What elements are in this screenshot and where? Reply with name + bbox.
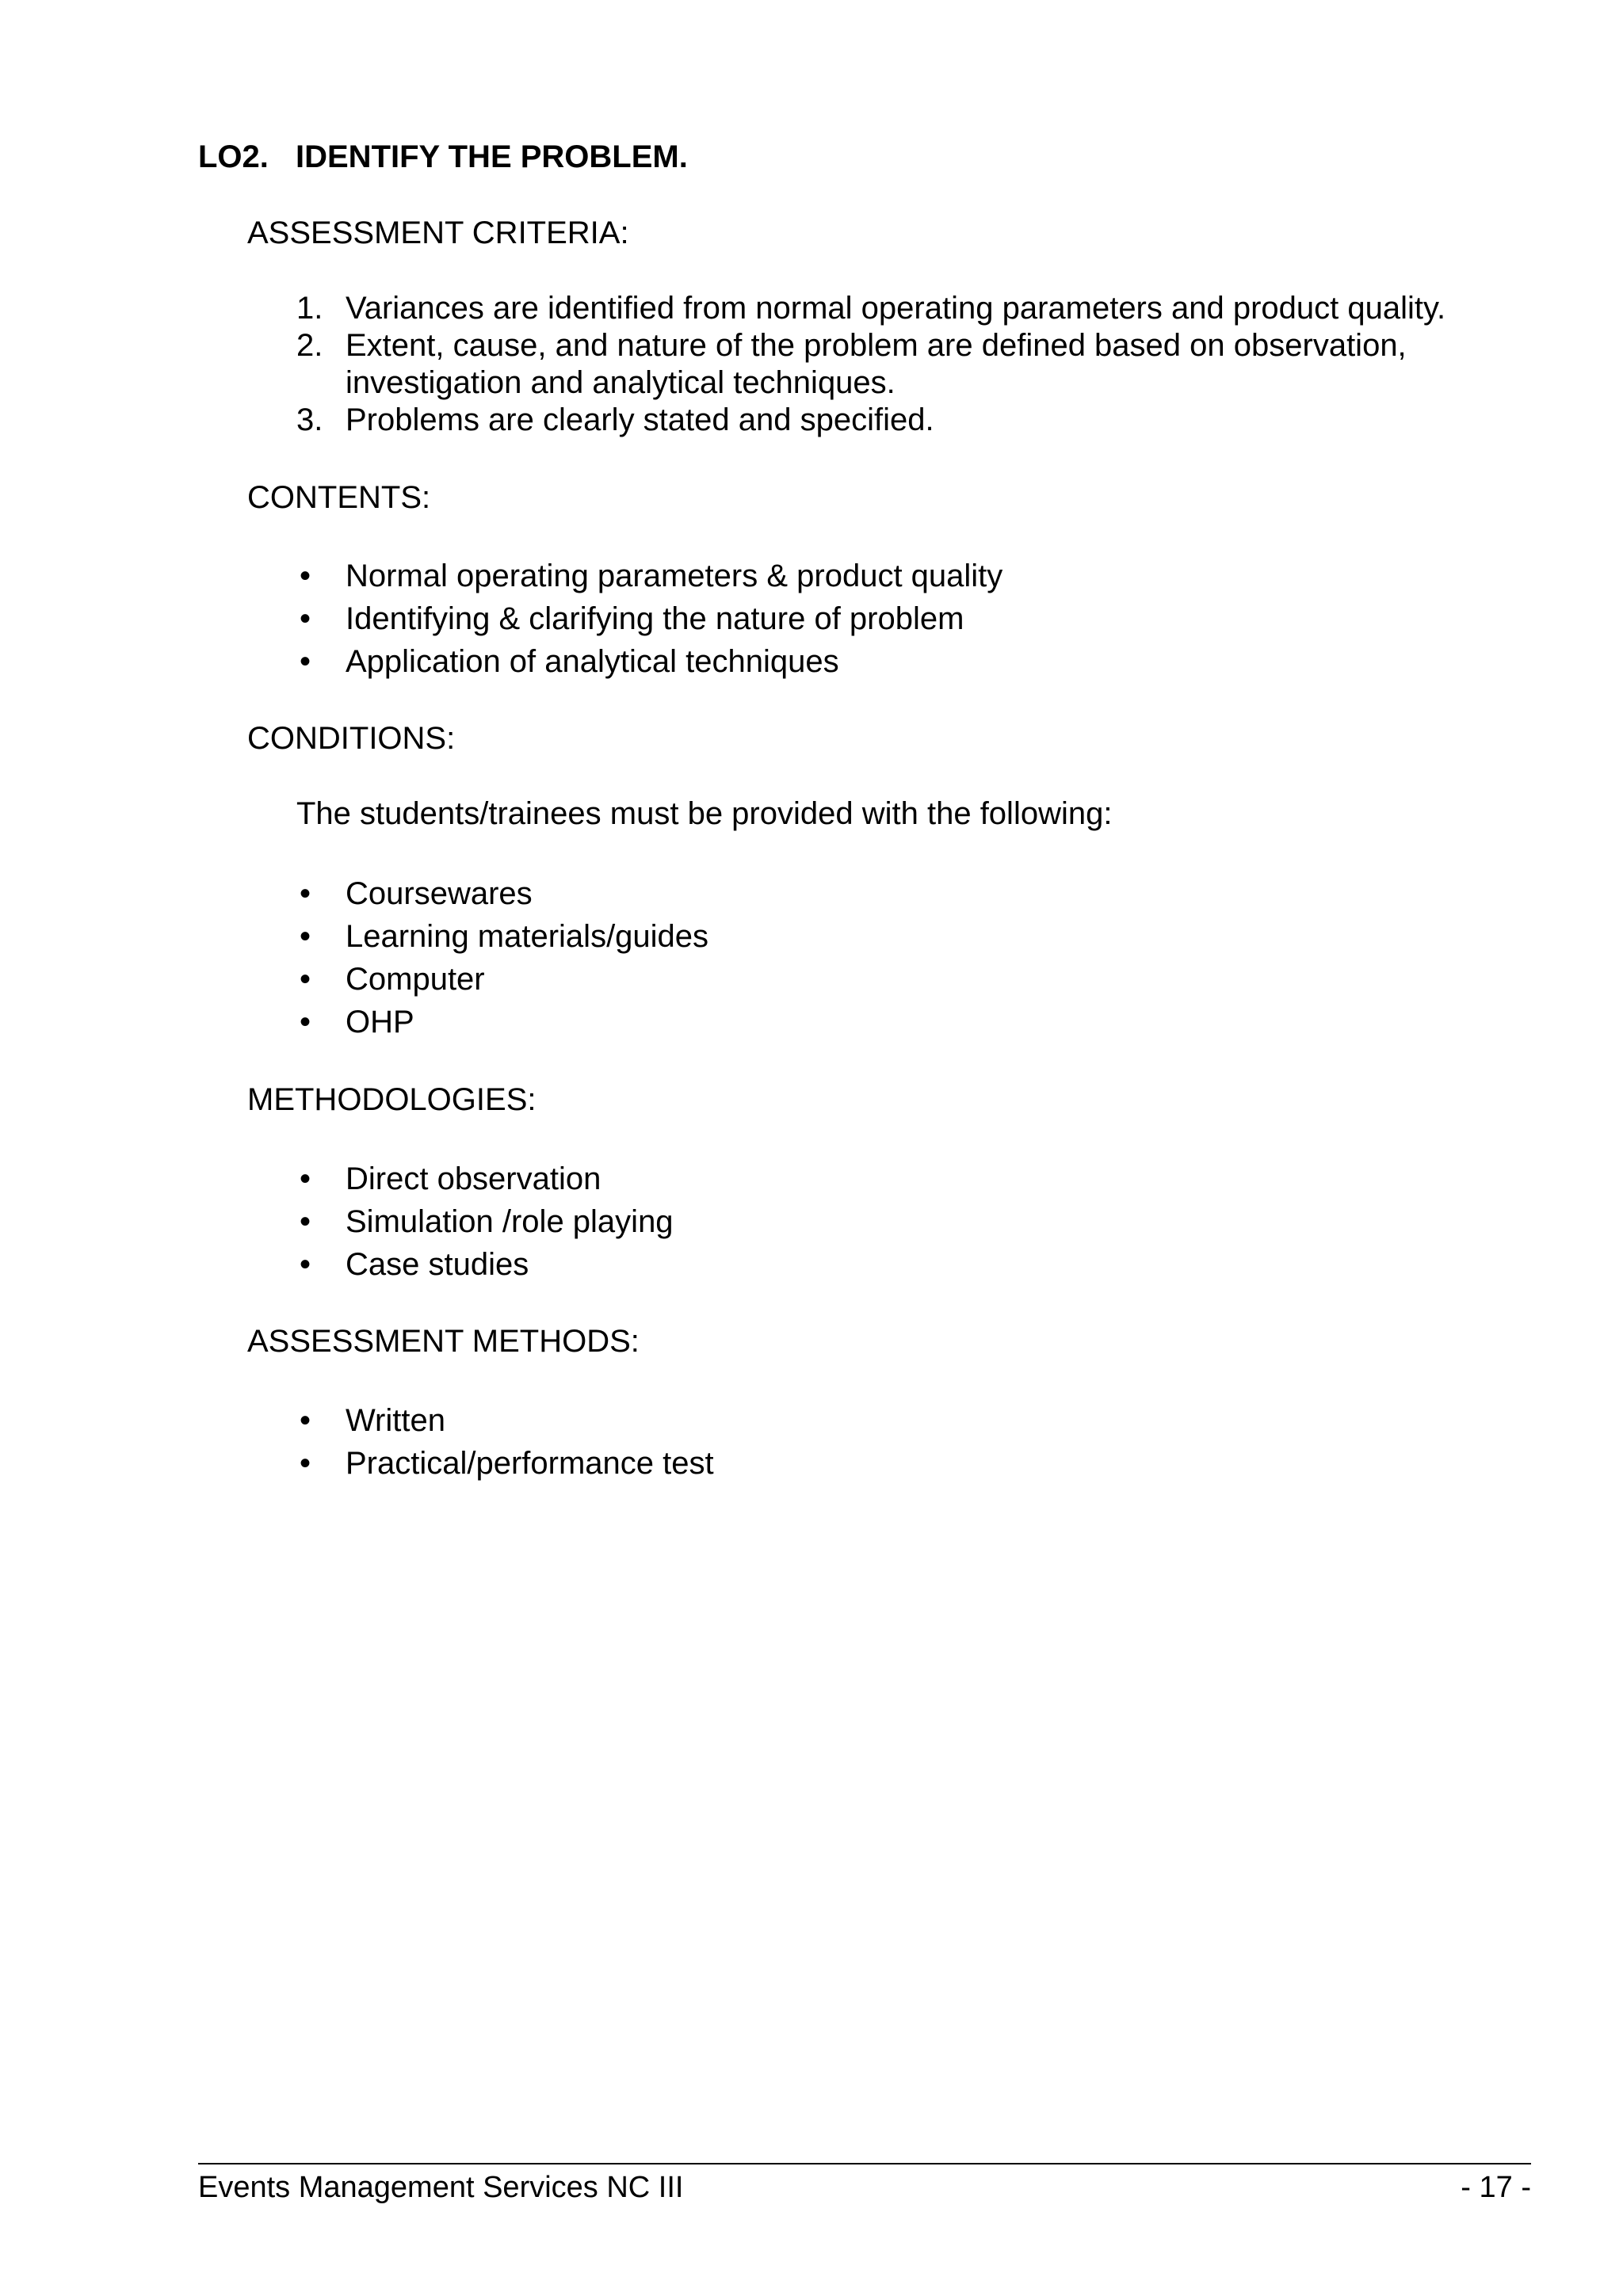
bullet-icon: •: [300, 876, 311, 911]
methodologies-label: METHODOLOGIES:: [247, 1082, 537, 1117]
bullet-icon: •: [300, 1446, 311, 1481]
list-item-text: Coursewares: [346, 876, 533, 911]
list-item: [296, 597, 1002, 640]
footer-title: Events Management Services NC III: [198, 2171, 684, 2204]
assessment-methods-label: ASSESSMENT METHODS:: [247, 1324, 640, 1359]
bullet-icon: •: [300, 644, 311, 679]
bullet-icon: •: [300, 919, 311, 954]
bullet-icon: •: [300, 1247, 311, 1282]
list-item-text: Direct observation: [346, 1161, 601, 1196]
list-item-text: Identifying & clarifying the nature of problem: [346, 601, 964, 636]
list-item: [296, 1158, 674, 1200]
assessment-methods-list: [296, 1399, 714, 1485]
conditions-list: [296, 872, 708, 1043]
list-item: [296, 1200, 674, 1243]
footer-divider: [198, 2163, 1531, 2164]
criteria-text: Problems are clearly stated and specified.: [346, 402, 934, 437]
bullet-icon: •: [300, 1403, 311, 1438]
list-item-text: Normal operating parameters & product quality: [346, 559, 1003, 593]
list-item: [296, 555, 1002, 597]
lo-heading: [198, 139, 688, 175]
list-item: [296, 1399, 714, 1442]
list-item-text: Application of analytical techniques: [346, 644, 839, 679]
page-number: - 17 -: [1461, 2171, 1531, 2204]
list-item: [296, 958, 708, 1001]
criteria-item: [296, 327, 1566, 402]
bullet-icon: •: [300, 1204, 311, 1239]
contents-label: CONTENTS:: [247, 480, 431, 515]
list-item-text: Written: [346, 1403, 445, 1438]
list-item: [296, 872, 708, 915]
criteria-item: [296, 402, 1566, 439]
list-item-text: OHP: [346, 1005, 414, 1039]
conditions-label: CONDITIONS:: [247, 721, 456, 756]
list-item: [296, 640, 1002, 683]
list-item-text: Practical/performance test: [346, 1446, 714, 1481]
criteria-number: 1.: [296, 291, 323, 326]
lo-title: IDENTIFY THE PROBLEM.: [296, 139, 688, 174]
list-item-text: Learning materials/guides: [346, 919, 709, 954]
list-item: [296, 1442, 714, 1485]
criteria-number: 3.: [296, 402, 323, 437]
list-item-text: Computer: [346, 962, 485, 997]
lo-number: LO2.: [198, 139, 269, 174]
assessment-criteria-label: ASSESSMENT CRITERIA:: [247, 215, 629, 250]
criteria-text: Variances are identified from normal operating parameters and product quality.: [346, 291, 1446, 326]
list-item: [296, 915, 708, 958]
bullet-icon: •: [300, 601, 311, 636]
list-item-text: Simulation /role playing: [346, 1204, 674, 1239]
assessment-criteria-list: [296, 290, 1566, 439]
list-item-text: Case studies: [346, 1247, 529, 1282]
bullet-icon: •: [300, 1005, 311, 1039]
list-item: [296, 1243, 674, 1286]
conditions-intro: The students/trainees must be provided with the following:: [296, 796, 1113, 831]
criteria-number: 2.: [296, 328, 323, 363]
bullet-icon: •: [300, 559, 311, 593]
bullet-icon: •: [300, 962, 311, 997]
criteria-text: Extent, cause, and nature of the problem are defined based on observation, investigation and analytical techniques.: [346, 328, 1407, 400]
bullet-icon: •: [300, 1161, 311, 1196]
contents-list: [296, 555, 1002, 683]
criteria-item: [296, 290, 1566, 327]
methodologies-list: [296, 1158, 674, 1286]
list-item: [296, 1001, 708, 1043]
